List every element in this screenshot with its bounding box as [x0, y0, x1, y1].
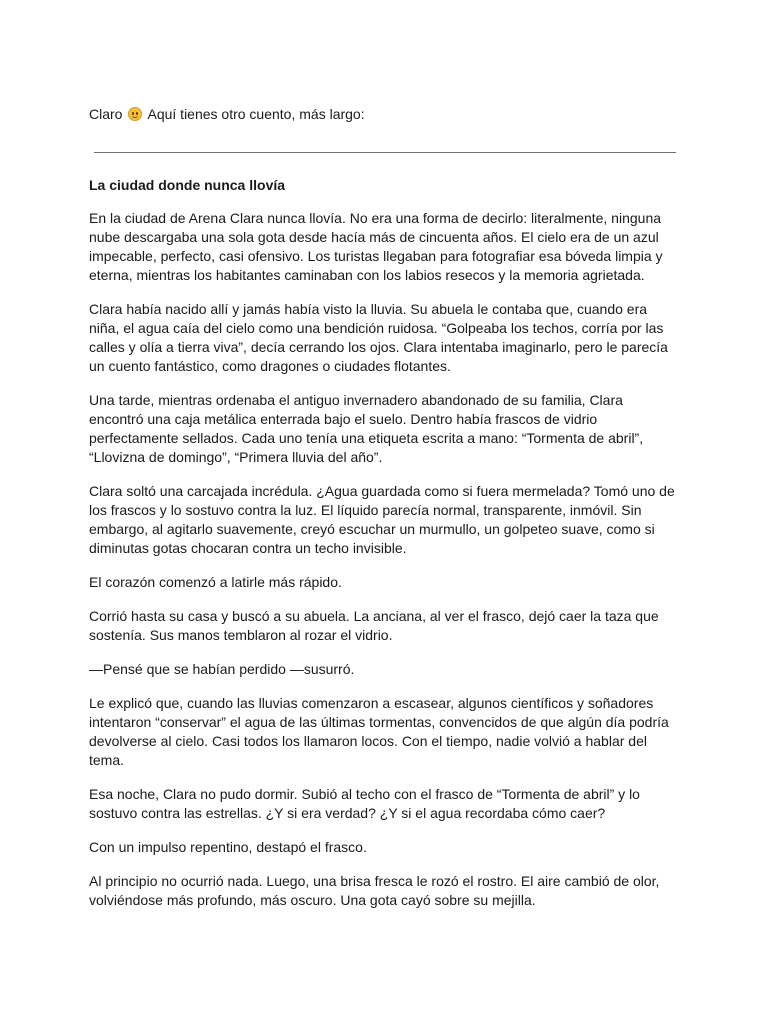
- story-paragraph: Corrió hasta su casa y buscó a su abuela. La anciana, al ver el frasco, dejó caer la taza que sostenía. Sus manos temblaron al rozar el vidrio.: [89, 608, 659, 643]
- story-paragraph: Le explicó que, cuando las lluvias comenzaron a escasear, algunos científicos y soñadores intentaron “conservar” el agua de las últimas tormentas, convencidos de que algún día podría devolverse al cielo. Casi todos los llamaron locos. Con el tiempo, nadie volvió a hablar del tema.: [89, 695, 669, 768]
- smiling-face-icon: [128, 107, 142, 121]
- story-paragraph: Al principio no ocurrió nada. Luego, una brisa fresca le rozó el rostro. El aire cambió de olor, volviéndose más profundo, más oscuro. Una gota cayó sobre su mejilla.: [89, 873, 660, 908]
- story-paragraph: Esa noche, Clara no pudo dormir. Subió al techo con el frasco de “Tormenta de abril” y lo sostuvo contra las estrellas. ¿Y si era verdad? ¿Y si el agua recordaba cómo caer?: [89, 786, 640, 821]
- story-paragraph: Con un impulso repentino, destapó el frasco.: [89, 839, 367, 855]
- story-paragraph: Clara había nacido allí y jamás había visto la lluvia. Su abuela le contaba que, cuando era niña, el agua caía del cielo como una bendición ruidosa. “Golpeaba los techos, corría por las calles y olía a tierra viva”, decía cerrando los ojos. Clara intentaba imaginarlo, pero le parecía un cuento fantástico, como dragones o ciudades flotantes.: [89, 301, 668, 374]
- story-paragraph: El corazón comenzó a latirle más rápido.: [89, 574, 342, 590]
- intro-text-end: Aquí tienes otro cuento, más largo:: [147, 106, 365, 122]
- story-paragraph: Una tarde, mientras ordenaba el antiguo invernadero abandonado de su familia, Clara encontró una caja metálica enterrada bajo el suelo. Dentro había frascos de vidrio perfectamente sellados. Cada uno tenía una etiqueta escrita a mano: “Tormenta de abril”, “Llovizna de domingo”, “Primera lluvia del año”.: [89, 392, 644, 465]
- horizontal-divider: [94, 152, 676, 153]
- story-body: [89, 209, 679, 925]
- document-page: [89, 105, 679, 908]
- story-paragraph: En la ciudad de Arena Clara nunca llovía. No era una forma de decirlo: literalmente, ninguna nube descargaba una sola gota desde hacía más de cincuenta años. El cielo era de un azul impecable, perfecto, casi ofensivo. Los turistas llegaban para fotografiar esa bóveda limpia y eterna, mientras los habitantes caminaban con los labios resecos y la memoria agrietada.: [89, 210, 663, 283]
- intro-line: [89, 105, 679, 125]
- story-paragraph: Clara soltó una carcajada incrédula. ¿Agua guardada como si fuera mermelada? Tomó uno de los frascos y lo sostuvo contra la luz. El líquido parecía normal, transparente, inmóvil. Sin embargo, al agitarlo suavemente, creyó escuchar un murmullo, un golpeteo suave, como si diminutas gotas chocaran contra un techo invisible.: [89, 483, 675, 556]
- story-title: La ciudad donde nunca llovía: [89, 177, 286, 193]
- intro-text-start: Claro: [89, 106, 123, 122]
- story-paragraph: —Pensé que se habían perdido —susurró.: [89, 661, 355, 677]
